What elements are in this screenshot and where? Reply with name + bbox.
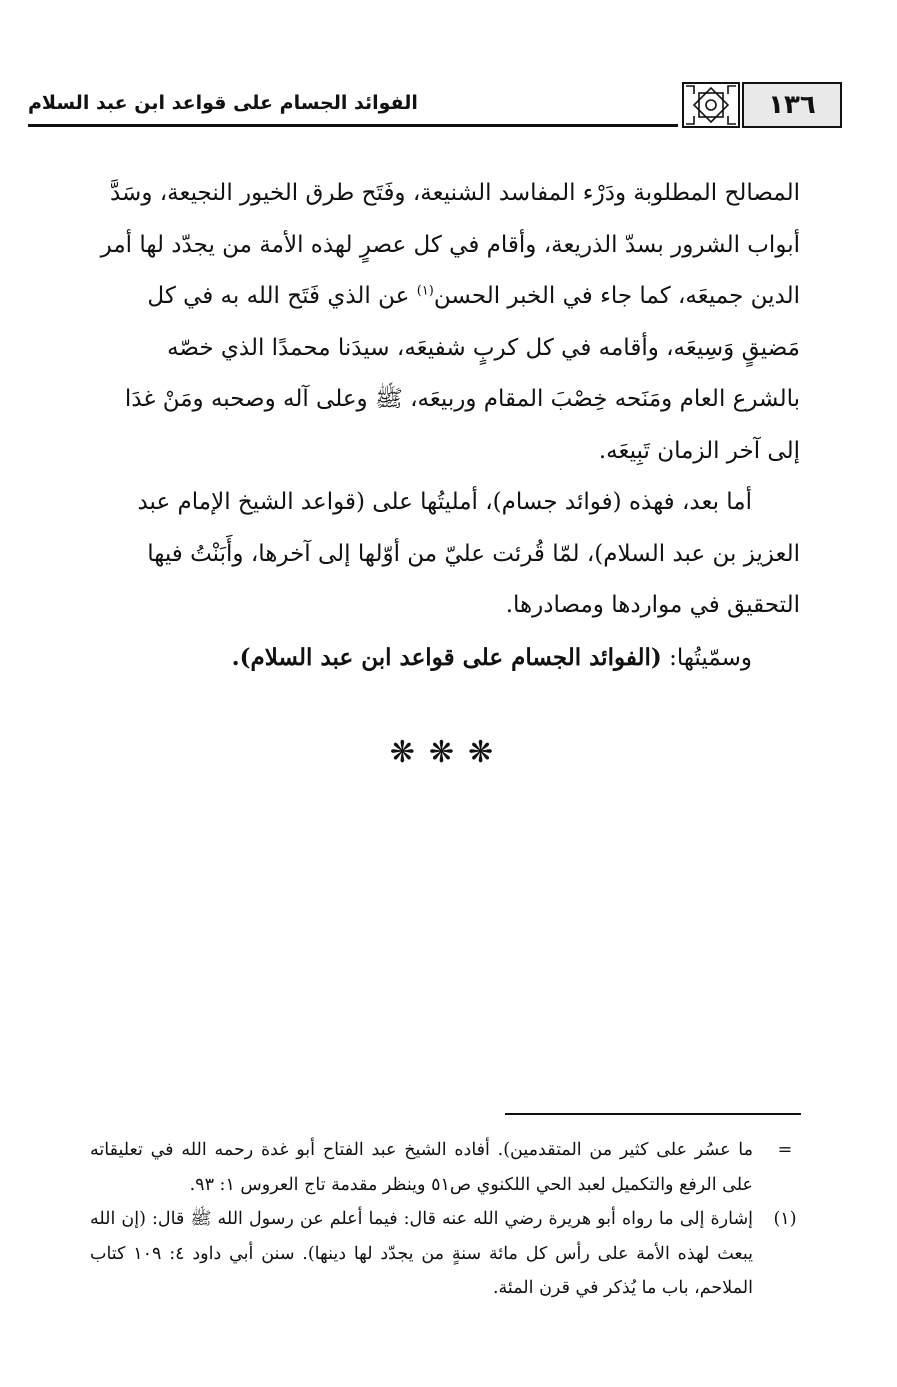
footnote-text: إشارة إلى ما رواه أبو هريرة رضي الله عنه قال: فيما أعلم عن رسول الله ﷺ قال: (إن الله يبعث لهذه الأمة على رأس كل مائة سنةٍ من يجدّد لها دينها). سنن أبي داود ٤: ١٠٩ كتاب الملاحم، باب ما يُذكر في قرن المئة.	[90, 1209, 753, 1298]
footnote-marker: =	[777, 1140, 793, 1160]
section-divider: ❋❋❋	[389, 735, 508, 770]
page-number: ١٣٦	[742, 82, 842, 128]
footnote-continued	[90, 1133, 805, 1202]
running-title: الفوائد الجسام على قواعد ابن عبد السلام	[28, 92, 418, 114]
footnotes	[90, 1133, 805, 1306]
main-text	[96, 168, 800, 684]
footnote-marker: (١)	[773, 1209, 797, 1229]
ornament-icon	[682, 82, 740, 128]
intro-paragraph: أما بعد، فهذه (فوائد جسام)، أمليتُها على (قواعد الشيخ الإمام عبد العزيز بن عبد السلام)، لمّا قُرئت عليّ من أوّلها إلى آخرها، وأَبَنْتُ فيها التحقيق في مواردها ومصادرها.	[137, 489, 800, 618]
book-title: (الفوائد الجسام على قواعد ابن عبد السلام).	[231, 643, 662, 671]
footnote-reference: (١)	[416, 283, 434, 299]
header-rule	[28, 124, 678, 127]
naming-paragraph: وسمّيتُها: (الفوائد الجسام على قواعد ابن عبد السلام).	[231, 643, 752, 671]
footnote-text: ما عسُر على كثير من المتقدمين). أفاده الشيخ عبد الفتاح أبو غدة رحمه الله في تعليقاته على الرفع والتكميل لعبد الحي اللكنوي ص٥١ وينظر مقدمة تاج العروس ١: ٩٣.	[90, 1140, 753, 1195]
footnote-1	[90, 1202, 805, 1306]
footnote-rule	[505, 1113, 801, 1115]
page-header	[28, 80, 842, 132]
opening-paragraph: المصالح المطلوبة ودَرْء المفاسد الشنيعة، وفَتَح طرق الخيور النجيعة، وسَدَّ أبواب الشرور بسدّ الذريعة، وأقام في كل عصرٍ لهذه الأمة من يجدّد لها أمر الدين جميعَه، كما جاء في الخبر الحسن$^{(١)}$ عن الذي فَتَح الله به في كل مَضيقٍ وَسِيعَه، وأقامه في كل كربٍ شفيعَه، سيدَنا محمدًا الذي خصّه بالشرع العام ومَنَحه خِصْبَ المقام وربيعَه، ﷺ وعلى آله وصحبه ومَنْ غدَا إلى آخر الزمان تَبِيعَه.	[100, 180, 800, 464]
